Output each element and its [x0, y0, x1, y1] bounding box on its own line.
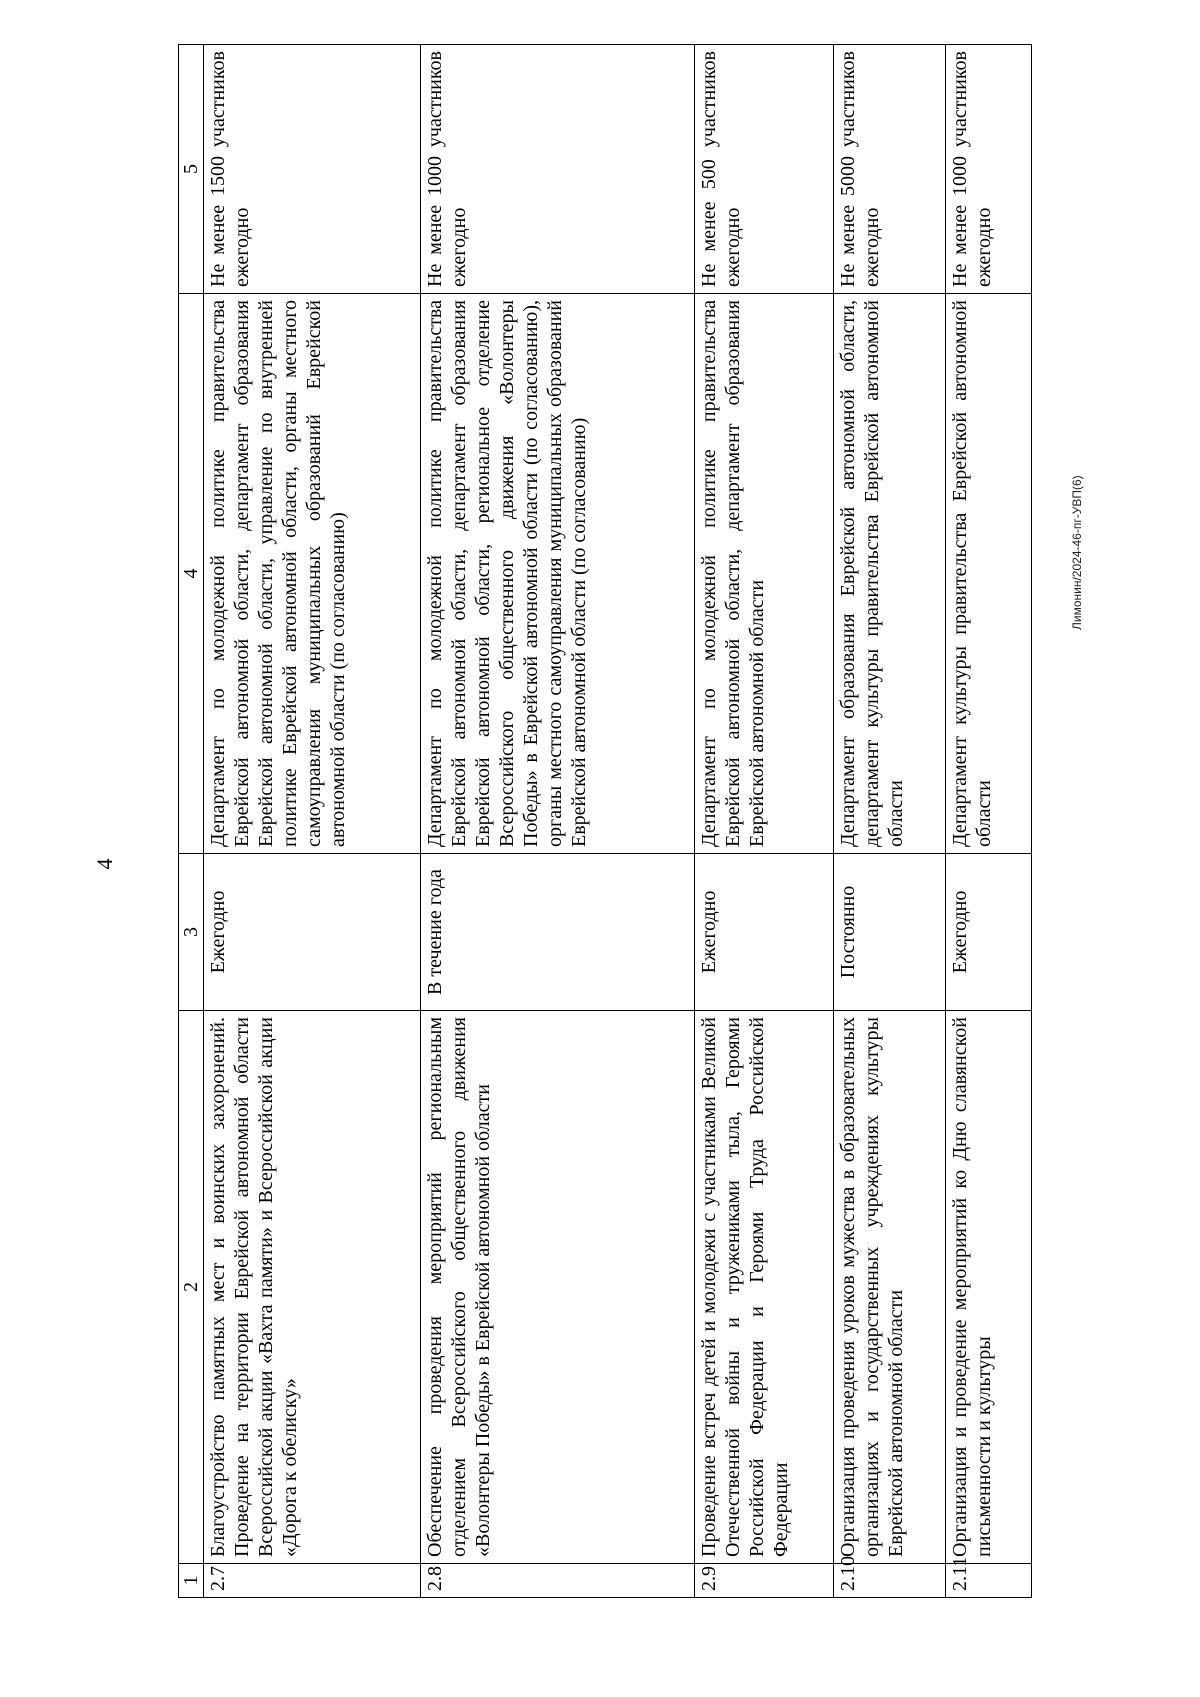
- row-number: 2.8: [420, 1564, 694, 1598]
- activity-cell: Благоустройство памятных мест и воинских захоронений. Проведение на территории Еврейской автономной области Всероссийской акции «Вахта памяти» и Всероссийской акции «Дорога к обелиску»: [204, 1011, 421, 1564]
- period-cell: Постоянно: [834, 854, 946, 1011]
- header-col-1: 1: [179, 1564, 204, 1598]
- table-row: [420, 45, 694, 1598]
- header-col-5: 5: [179, 45, 204, 294]
- result-cell: Не менее 1500 участников ежегодно: [204, 45, 421, 294]
- executors-cell: Департамент по молодежной политике правительства Еврейской автономной области, департамент образования Еврейской автономной области, региональное отделение Всероссийского общественного движения «Волонтеры Победы» в Еврейской автономной области (по согласованию), органы местного самоуправления муниципальных образований Еврейской автономной области (по согласованию): [420, 294, 694, 854]
- result-cell: Не менее 1000 участников ежегодно: [946, 45, 1032, 294]
- activity-cell: Обеспечение проведения мероприятий региональным отделением Всероссийского общественного движения «Волонтеры Победы» в Еврейской автономной области: [420, 1011, 694, 1564]
- activity-cell: Организация проведения уроков мужества в образовательных организациях и государственных учреждениях культуры Еврейской автономной области: [834, 1011, 946, 1564]
- result-cell: Не менее 1000 участников ежегодно: [420, 45, 694, 294]
- page-number: 4: [92, 858, 117, 870]
- executors-cell: Департамент по молодежной политике правительства Еврейской автономной области, департамент образования Еврейской автономной области: [694, 294, 834, 854]
- activity-cell: Проведение встреч детей и молодежи с участниками Великой Отечественной войны и тружениками тыла, Героями Российской Федерации и Героями Труда Российской Федерации: [694, 1011, 834, 1564]
- table-row: [946, 45, 1032, 1598]
- row-number: 2.11: [946, 1564, 1032, 1598]
- executors-cell: Департамент по молодежной политике правительства Еврейской автономной области, департамент образования Еврейской автономной области, управление по внутренней политике Еврейской автономной области, органы местного самоуправления муниципальных образований Еврейской автономной области (по согласованию): [204, 294, 421, 854]
- result-cell: Не менее 5000 участников ежегодно: [834, 45, 946, 294]
- table-container: [178, 45, 1032, 1598]
- row-number: 2.10: [834, 1564, 946, 1598]
- measures-table: [178, 44, 1032, 1598]
- result-cell: Не менее 500 участников ежегодно: [694, 45, 834, 294]
- executors-cell: Департамент образования Еврейской автономной области, департамент культуры правительства Еврейской автономной области: [834, 294, 946, 854]
- document-code: Лимонин/2024-46-пг-УВП(6): [1070, 475, 1084, 630]
- executors-cell: Департамент культуры правительства Еврейской автономной области: [946, 294, 1032, 854]
- table-row: [694, 45, 834, 1598]
- table-row: [204, 45, 421, 1598]
- row-number: 2.9: [694, 1564, 834, 1598]
- activity-cell: Организация и проведение мероприятий ко Дню славянской письменности и культуры: [946, 1011, 1032, 1564]
- header-col-2: 2: [179, 1011, 204, 1564]
- header-col-3: 3: [179, 854, 204, 1011]
- table-row: [834, 45, 946, 1598]
- row-number: 2.7: [204, 1564, 421, 1598]
- table-header-row: [179, 45, 204, 1598]
- period-cell: Ежегодно: [946, 854, 1032, 1011]
- period-cell: Ежегодно: [204, 854, 421, 1011]
- period-cell: Ежегодно: [694, 854, 834, 1011]
- period-cell: В течение года: [420, 854, 694, 1011]
- header-col-4: 4: [179, 294, 204, 854]
